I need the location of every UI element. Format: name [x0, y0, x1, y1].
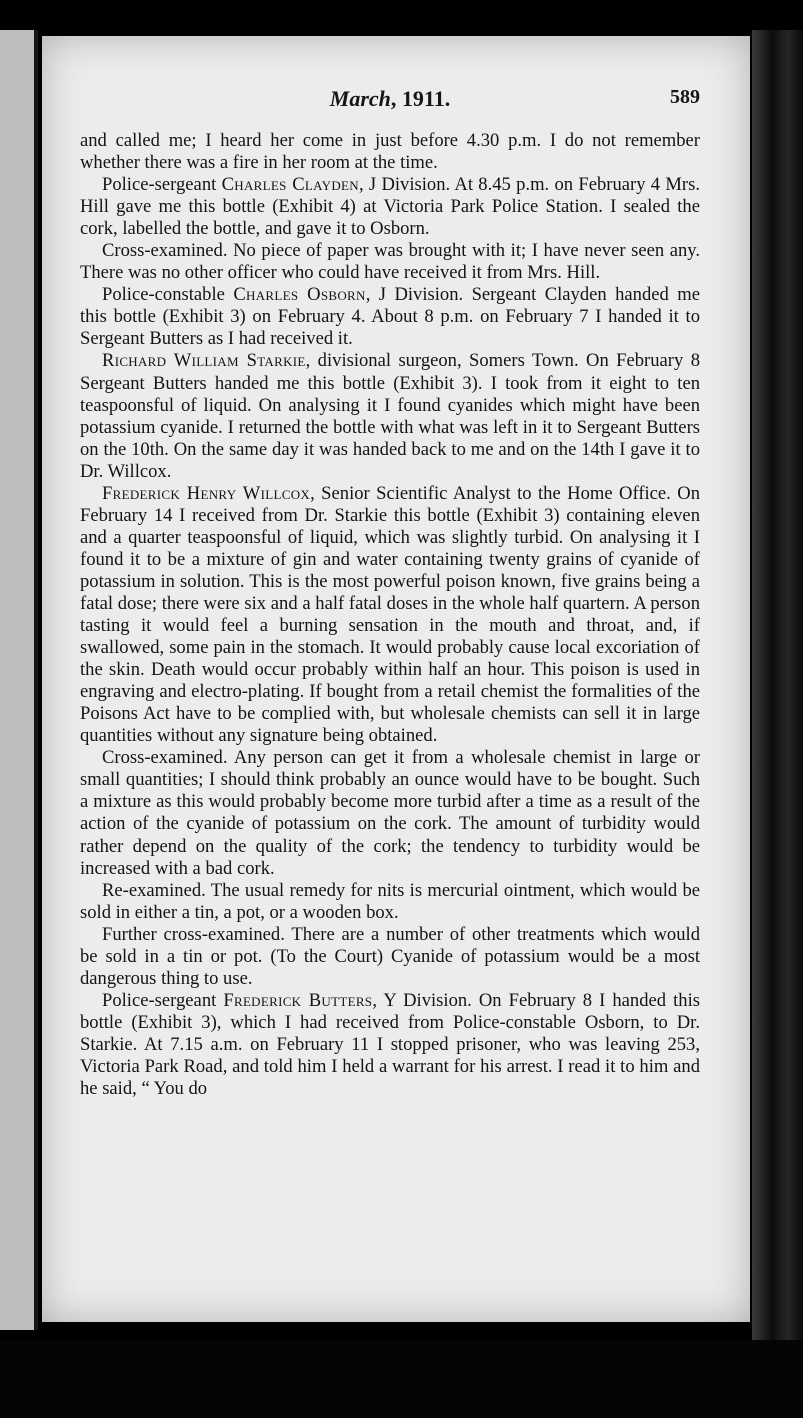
scan-border: [0, 1340, 803, 1418]
paragraph-re-examined: Re-examined. The usual remedy for nits is mercurial ointment, which would be sold in either a tin, a pot, or a wooden box.: [80, 879, 700, 923]
witness-name: Frederick Butters: [223, 989, 373, 1011]
paragraph-testimony-osborn: Police-constable Charles Osborn, J Division. Sergeant Clayden handed me this bottle (Exhibit 3) on February 4. About 8 p.m. on February 7 I handed it to Sergeant Butters as I had received it.: [80, 284, 700, 350]
paragraph-cross-examined: Cross-examined. No piece of paper was brought with it; I have never seen any. There was no other officer who could have received it from Mrs. Hill.: [80, 240, 700, 284]
paragraph-further-cross-examined: Further cross-examined. There are a number of other treatments which would be sold in a tin or pot. (To the Court) Cyanide of potassium would be a most dangerous thing to use.: [80, 923, 700, 989]
paragraph-testimony-clayden: Police-sergeant Charles Clayden, J Division. At 8.45 p.m. on February 4 Mrs. Hill gave me this bottle (Exhibit 4) at Victoria Park Police Station. I sealed the cork, labelled the bottle, and gave it to Osborn.: [80, 174, 700, 240]
witness-name: Frederick Henry Willcox: [102, 482, 311, 504]
paragraph: and called me; I heard her come in just before 4.30 p.m. I do not remember whether there was a fire in her room at the time.: [80, 130, 700, 174]
body-text: [80, 130, 700, 1100]
paragraph-testimony-butters: Police-sergeant Frederick Butters, Y Division. On February 8 I handed this bottle (Exhibit 3), which I had received from Police-constable Osborn, to Dr. Starkie. At 7.15 a.m. on February 11 I stopped prisoner, who was leaving 253, Victoria Park Road, and told him I held a warrant for his arrest. I read it to him and he said, “ You do: [80, 989, 700, 1100]
running-head-year: , 1911.: [390, 86, 451, 111]
paragraph-cross-examined: Cross-examined. Any person can get it from a wholesale chemist in large or small quantities; I should think probably an ounce would have to be bought. Such a mixture as this would probably become more turbid after a time as a result of the action of the cyanide of potassium on the cork. The amount of turbidity would rather depend on the quality of the cork; the tendency to turbidity would be increased with a bad cork.: [80, 747, 700, 879]
page-number: 589: [670, 86, 700, 108]
witness-name: Richard William Starkie: [102, 350, 306, 372]
witness-name: Charles Osborn: [233, 284, 366, 306]
paragraph-testimony-starkie: Richard William Starkie, divisional surgeon, Somers Town. On February 8 Sergeant Butters handed me this bottle (Exhibit 3). I took from it eight to ten teaspoonsful of liquid. On analysing it I found cyanides which might have been potassium cyanide. I returned the bottle with what was left in it to Sergeant Butters on the 10th. On the same day it was handed back to me and on the 14th I gave it to Dr. Willcox.: [80, 350, 700, 482]
page-header: [80, 86, 700, 114]
book-spine-edge: [752, 30, 803, 1340]
facing-page-edge: [0, 30, 38, 1330]
running-head-month: March: [329, 86, 391, 111]
running-head: [80, 86, 700, 112]
witness-name: Charles Clayden: [221, 174, 359, 196]
paragraph-testimony-willcox: Frederick Henry Willcox, Senior Scientific Analyst to the Home Office. On February 14 I received from Dr. Starkie this bottle (Exhibit 3) containing eleven and a quarter teaspoonsful of liquid, which was slightly turbid. On analysing it I found it to be a mixture of gin and water containing twenty grains of cyanide of potassium in solution. This is the most powerful poison known, five grains being a fatal dose; there were six and a half fatal doses in the whole half quartern. A person tasting it would feel a burning sensation in the mouth and throat, and, if swallowed, some pain in the stomach. It would probably cause local excoriation of the skin. Death would occur probably within half an hour. This poison is used in engraving and electro-plating. If bought from a retail chemist the formalities of the Poisons Act have to be complied with, but wholesale chemists can sell it in large quantities without any signature being obtained.: [80, 482, 700, 747]
